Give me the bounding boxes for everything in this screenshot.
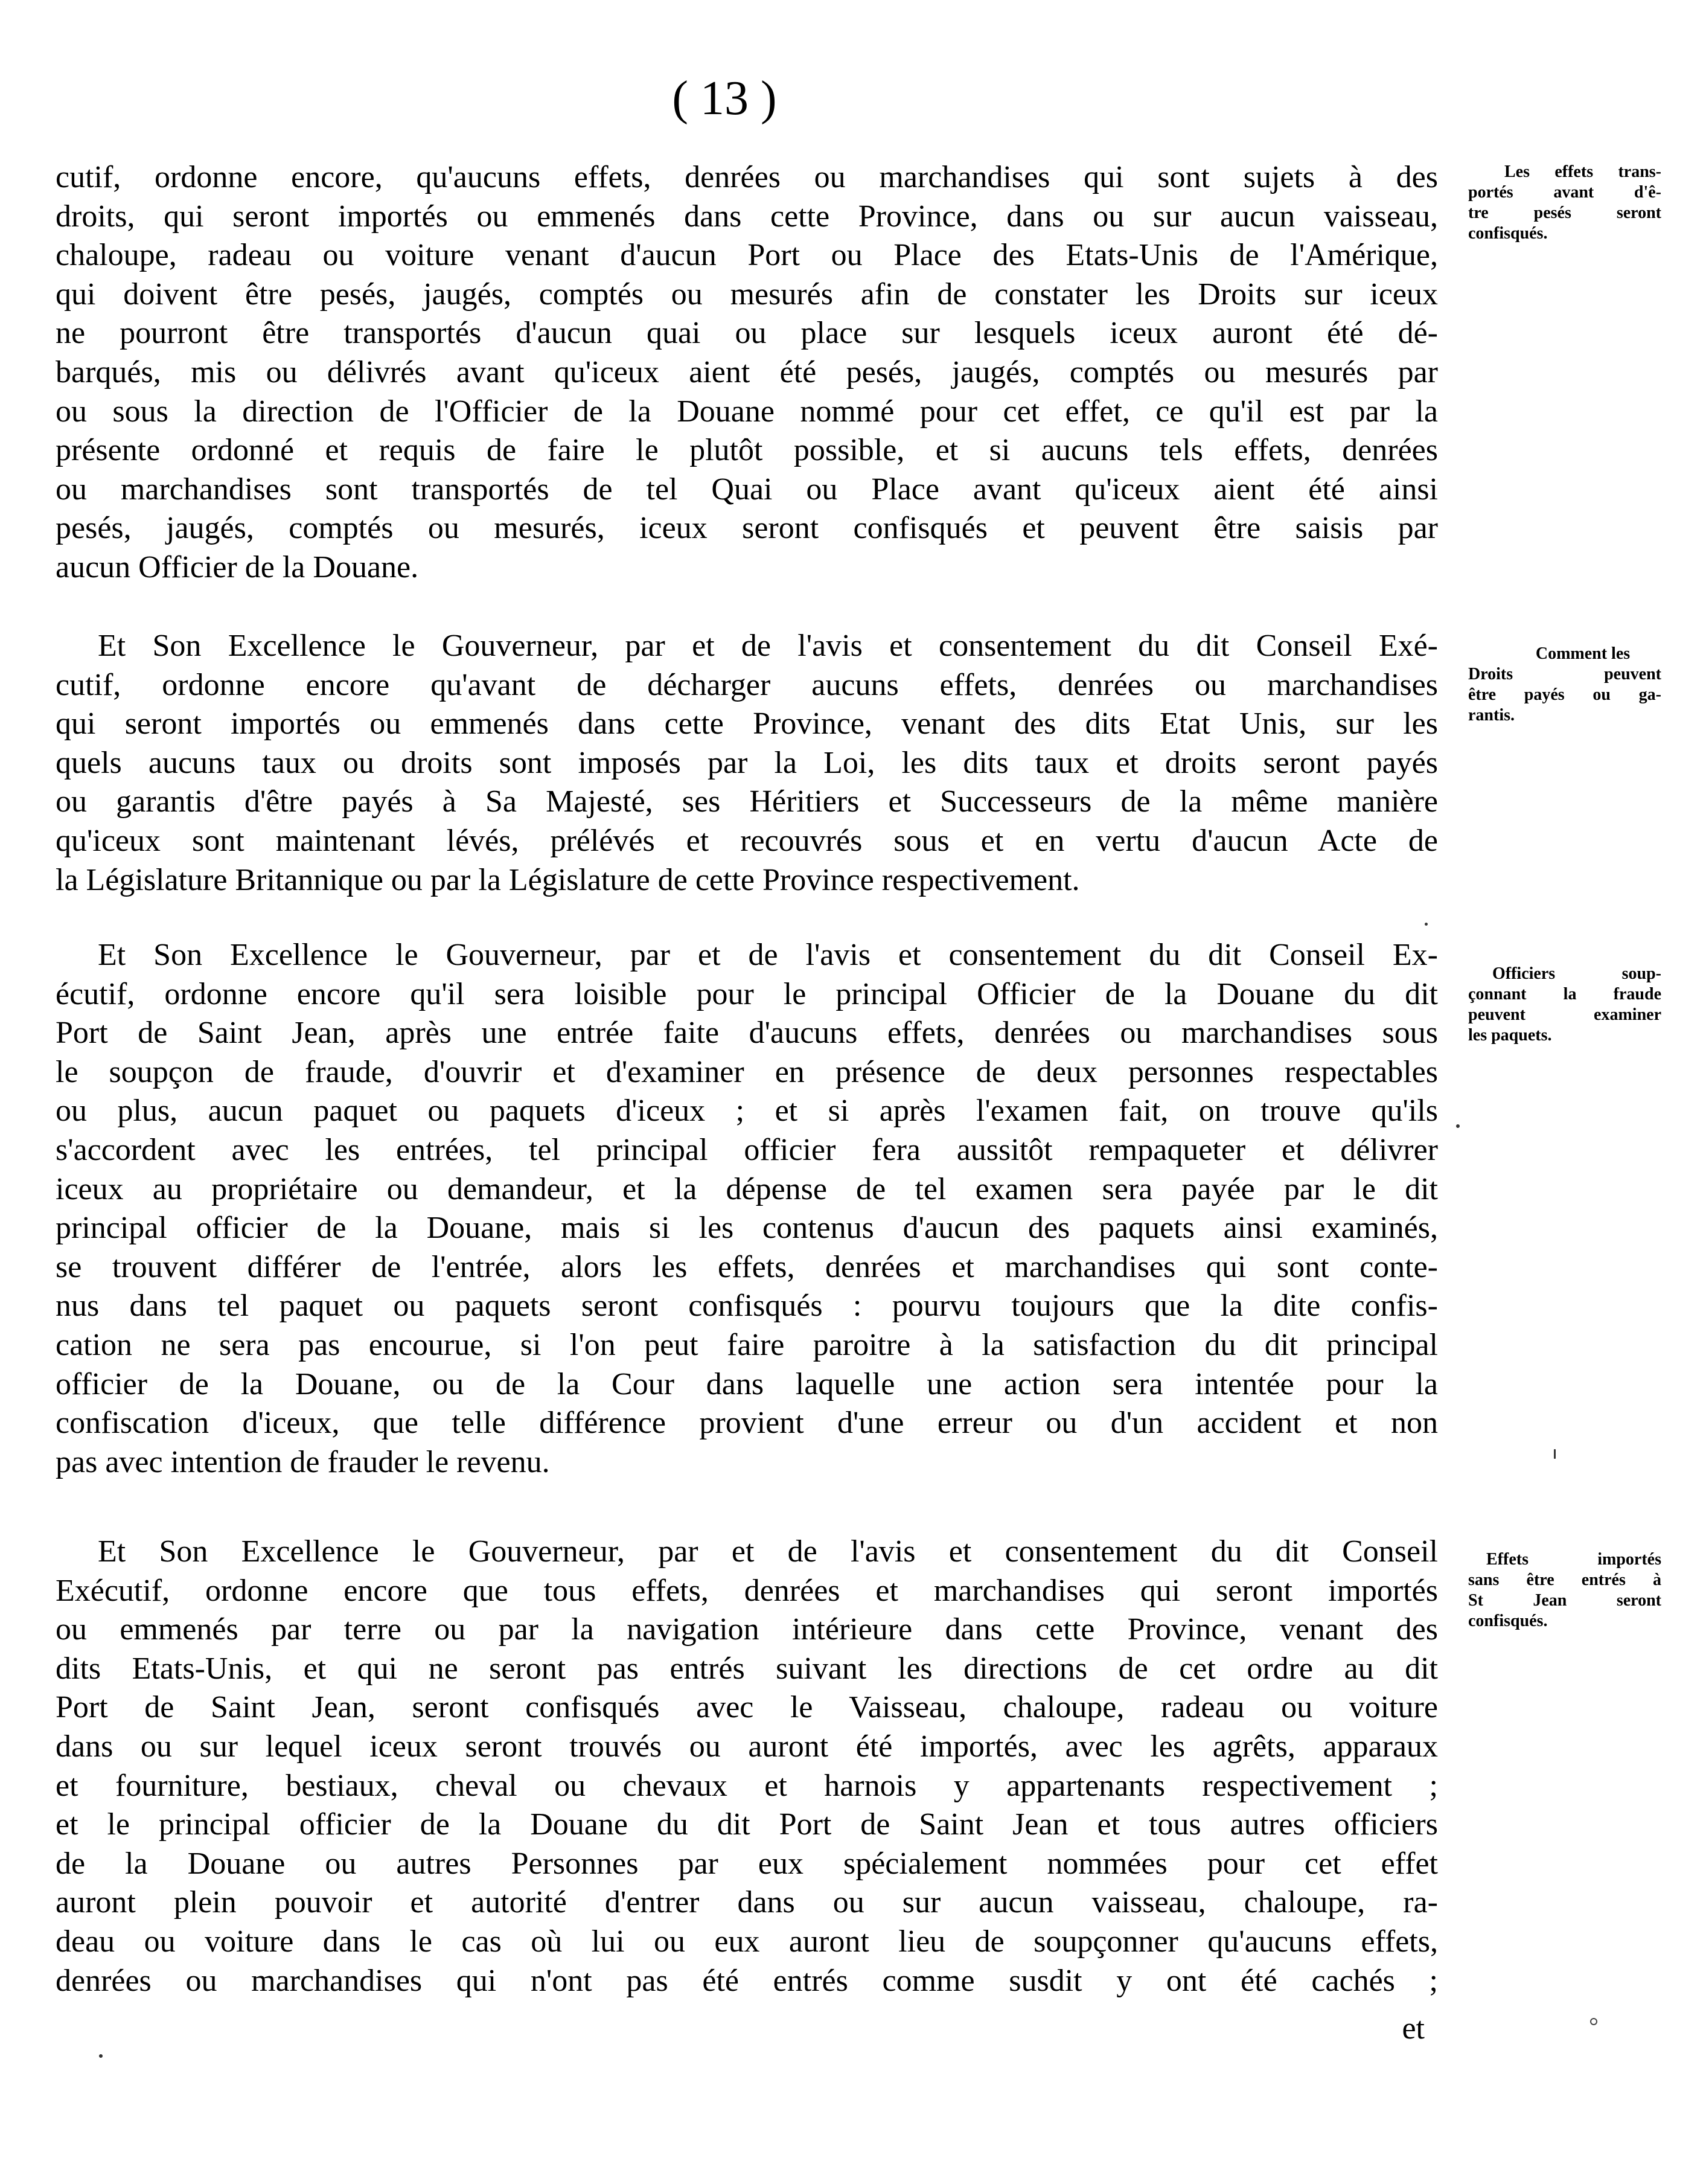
- text-line: ou garantis d'être payés à Sa Majesté, ses Héritiers et Successeurs de la même manière: [56, 784, 1438, 819]
- margin-note-3: [1468, 964, 1661, 1046]
- text-line: Et Son Excellence le Gouverneur, par et de l'avis et consentement du dit Conseil Ex-: [98, 938, 1438, 972]
- margin-note-line: Comment les: [1535, 644, 1631, 663]
- text-line: ou marchandises sont transportés de tel Quai ou Place avant qu'iceux aient été ainsi: [56, 472, 1438, 507]
- margin-note-line: Officiers soup-: [1492, 964, 1661, 983]
- text-line: présente ordonné et requis de faire le plutôt possible, et si aucuns tels effets, denrées: [56, 433, 1438, 468]
- text-line: écutif, ordonne encore qu'il sera loisible pour le principal Officier de la Douane du dit: [56, 976, 1438, 1011]
- text-line: s'accordent avec les entrées, tel principal officier fera aussitôt rempaqueter et délivrer: [56, 1132, 1438, 1167]
- text-line: confiscation d'iceux, que telle différence provient d'une erreur ou d'un accident et non: [56, 1406, 1438, 1441]
- text-line: nus dans tel paquet ou paquets seront confisqués : pourvu toujours que la dite confis-: [56, 1289, 1438, 1324]
- margin-note-line: çonnant la fraude: [1468, 985, 1661, 1004]
- text-line: deau ou voiture dans le cas où lui ou eux auront lieu de soupçonner qu'aucuns effets,: [56, 1924, 1438, 1959]
- margin-note-line: Effets importés: [1486, 1550, 1661, 1569]
- paragraph-3: [56, 936, 1438, 1482]
- text-line: Port de Saint Jean, après une entrée faite d'aucuns effets, denrées ou marchandises sous: [56, 1016, 1438, 1051]
- text-line: ou emmenés par terre ou par la navigation intérieure dans cette Province, venant des: [56, 1612, 1438, 1647]
- text-line: cutif, ordonne encore qu'avant de décharger aucuns effets, denrées ou marchandises: [56, 667, 1438, 702]
- scan-speck: [99, 2054, 103, 2058]
- text-line: ou sous la direction de l'Officier de la Douane nommé pour cet effet, ce qu'il est par la: [56, 394, 1438, 429]
- text-line: ou plus, aucun paquet ou paquets d'iceux ; et si après l'examen fait, on trouve qu'ils: [56, 1094, 1438, 1129]
- text-line: se trouvent différer de l'entrée, alors les effets, denrées et marchandises qui sont conte-: [56, 1249, 1438, 1284]
- text-line: de la Douane ou autres Personnes par eux spécialement nommées pour cet effet: [56, 1846, 1438, 1881]
- text-line: et fourniture, bestiaux, cheval ou chevaux et harnois y appartenants respectivement ;: [56, 1768, 1438, 1803]
- text-line: Exécutif, ordonne encore que tous effets, denrées et marchandises qui seront importés: [56, 1573, 1438, 1608]
- text-line: la Législature Britannique ou par la Législature de cette Province respectivement.: [56, 862, 1080, 897]
- text-line: Port de Saint Jean, seront confisqués avec le Vaisseau, chaloupe, radeau ou voiture: [56, 1690, 1438, 1725]
- text-line: Et Son Excellence le Gouverneur, par et de l'avis et consentement du dit Conseil: [98, 1534, 1438, 1569]
- page-number: ( 13 ): [672, 72, 777, 125]
- text-line: et le principal officier de la Douane du dit Port de Saint Jean et tous autres officiers: [56, 1807, 1438, 1842]
- text-line: droits, qui seront importés ou emmenés dans cette Province, dans ou sur aucun vaisseau,: [56, 199, 1438, 234]
- text-line: aucun Officier de la Douane.: [56, 549, 419, 584]
- text-line: denrées ou marchandises qui n'ont pas été entrés comme susdit y ont été cachés ;: [56, 1963, 1438, 1998]
- text-line: chaloupe, radeau ou voiture venant d'aucun Port ou Place des Etats-Unis de l'Amérique,: [56, 238, 1438, 273]
- margin-note-line: confisqués.: [1468, 1612, 1548, 1630]
- paragraph-1: [56, 158, 1438, 588]
- text-line: le soupçon de fraude, d'ouvrir et d'examiner en présence de deux personnes respectables: [56, 1054, 1438, 1089]
- margin-note-1: [1468, 162, 1661, 244]
- text-line: iceux au propriétaire ou demandeur, et la dépense de tel examen sera payée par le dit: [56, 1171, 1438, 1206]
- text-line: principal officier de la Douane, mais si les contenus d'aucun des paquets ainsi examinés,: [56, 1211, 1438, 1246]
- text-line: pas avec intention de frauder le revenu.: [56, 1444, 550, 1479]
- margin-note-line: Droits peuvent: [1468, 665, 1661, 684]
- margin-note-line: confisqués.: [1468, 224, 1548, 243]
- margin-note-line: être payés ou ga-: [1468, 685, 1661, 704]
- text-line: pesés, jaugés, comptés ou mesurés, iceux seront confisqués et peuvent être saisis par: [56, 511, 1438, 546]
- scan-speck: [1590, 2018, 1597, 2025]
- margin-note-line: rantis.: [1468, 706, 1515, 725]
- text-line: dits Etats-Unis, et qui ne seront pas entrés suivant les directions de cet ordre au dit: [56, 1651, 1438, 1686]
- margin-note-line: peuvent examiner: [1468, 1005, 1661, 1024]
- text-line: qui seront importés ou emmenés dans cette Province, venant des dits Etat Unis, sur les: [56, 706, 1438, 741]
- margin-note-4: [1468, 1549, 1661, 1632]
- text-line: barqués, mis ou délivrés avant qu'iceux aient été pesés, jaugés, comptés ou mesurés par: [56, 354, 1438, 389]
- scan-speck: [1425, 923, 1428, 926]
- margin-note-line: Les effets trans-: [1504, 162, 1661, 181]
- margin-note-line: sans être entrés à: [1468, 1571, 1661, 1589]
- margin-note-line: portés avant d'ê-: [1468, 183, 1661, 202]
- margin-note-line: tre pesés seront: [1468, 203, 1661, 222]
- text-line: quels aucuns taux ou droits sont imposés par la Loi, les dits taux et droits seront payés: [56, 745, 1438, 780]
- text-line: cation ne sera pas encourue, si l'on peut faire paroitre à la satisfaction du dit principal: [56, 1327, 1438, 1362]
- text-line: ne pourront être transportés d'aucun quai ou place sur lesquels iceux auront été dé-: [56, 316, 1438, 351]
- text-line: cutif, ordonne encore, qu'aucuns effets, denrées ou marchandises qui sont sujets à des: [56, 160, 1438, 194]
- paragraph-4: [56, 1532, 1438, 2000]
- margin-note-2: [1468, 644, 1661, 726]
- margin-note-line: St Jean seront: [1468, 1591, 1661, 1610]
- scan-speck: [1554, 1449, 1556, 1459]
- margin-note-line: les paquets.: [1468, 1026, 1552, 1045]
- text-line: dans ou sur lequel iceux seront trouvés ou auront été importés, avec les agrêts, apparaux: [56, 1729, 1438, 1764]
- text-line: officier de la Douane, ou de la Cour dans laquelle une action sera intentée pour la: [56, 1366, 1438, 1401]
- text-line: Et Son Excellence le Gouverneur, par et de l'avis et consentement du dit Conseil Exé-: [98, 629, 1438, 663]
- text-line: qu'iceux sont maintenant lévés, prélévés et recouvrés sous et en vertu d'aucun Acte de: [56, 823, 1438, 858]
- text-line: auront plein pouvoir et autorité d'entrer dans ou sur aucun vaisseau, chaloupe, ra-: [56, 1885, 1438, 1920]
- text-line: qui doivent être pesés, jaugés, comptés ou mesurés afin de constater les Droits sur iceux: [56, 277, 1438, 312]
- scan-speck: [1456, 1124, 1460, 1128]
- catchword: et: [1402, 2011, 1425, 2046]
- paragraph-2: [56, 627, 1438, 900]
